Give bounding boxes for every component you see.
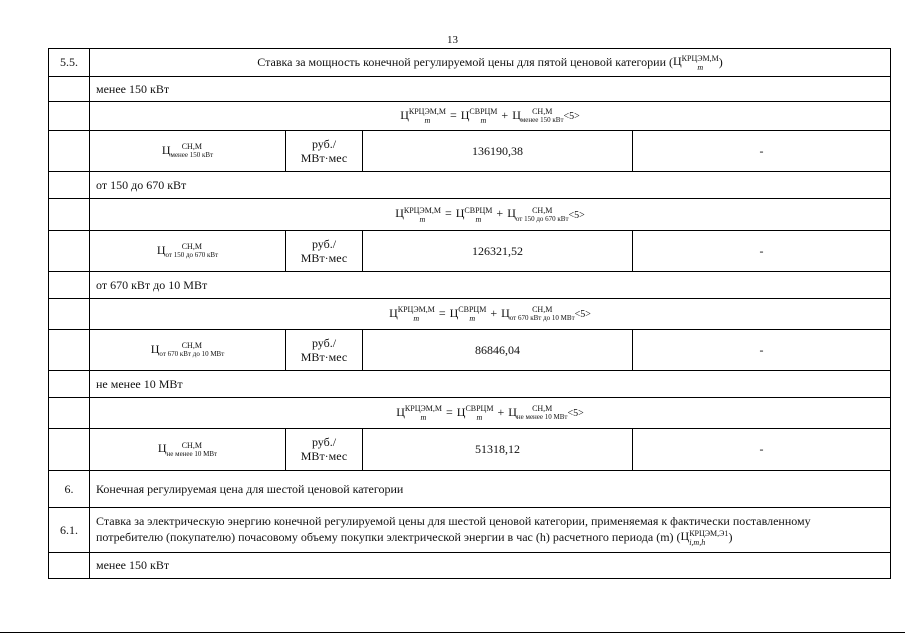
tariff-table	[48, 48, 891, 579]
price-symbol: Ц КРЦЭМ,М m	[673, 53, 719, 72]
section-title: Конечная регулируемая цена для шестой ценовой категории	[90, 471, 891, 508]
formula: Ц КРЦЭМ,М m = Ц СВРЦМ m + Ц СН,М от 670 кВт до 10 МВт <5>	[90, 299, 891, 330]
section-6-row	[49, 471, 891, 508]
rate-unit: руб./ МВт·мес	[286, 131, 363, 172]
price-symbol: Ц КРЦЭМ,Э1 i,m,h	[680, 528, 729, 547]
rate-extra: -	[633, 330, 891, 371]
rate-value: 51318,12	[363, 429, 633, 471]
rate-extra: -	[633, 429, 891, 471]
formula-row	[49, 102, 891, 131]
formula: Ц КРЦЭМ,М m = Ц СВРЦМ m + Ц СН,М менее 150 кВт <5>	[90, 102, 891, 131]
formula-row	[49, 398, 891, 429]
formula: Ц КРЦЭМ,М m = Ц СВРЦМ m + Ц СН,М от 150 до 670 кВт <5>	[90, 199, 891, 231]
range-label-row	[49, 371, 891, 398]
formula: Ц КРЦЭМ,М m = Ц СВРЦМ m + Ц СН,М не менее 10 МВт <5>	[90, 398, 891, 429]
rate-unit: руб./ МВт·мес	[286, 231, 363, 272]
rate-symbol: Ц СН,М не менее 10 МВт	[90, 429, 286, 471]
rate-row	[49, 231, 891, 272]
rate-symbol: Ц СН,М от 150 до 670 кВт	[90, 231, 286, 272]
formula-row	[49, 299, 891, 330]
formula-row	[49, 199, 891, 231]
section-title: Ставка за электрическую энергию конечной регулируемой цены для шестой ценовой категории, применяемая к фактически поставленному потребителю (покупателю) почасовому объему покупки электрической энергии в час (h) расчетного периода (m) (Ц КРЦЭМ,Э1 i,m,h )	[90, 508, 891, 553]
range-label: менее 150 кВт	[90, 553, 891, 579]
range-label-row	[49, 553, 891, 579]
rate-symbol: Ц СН,М менее 150 кВт	[90, 131, 286, 172]
rate-symbol: Ц СН,М от 670 кВт до 10 МВт	[90, 330, 286, 371]
range-label: не менее 10 МВт	[90, 371, 891, 398]
rate-value: 136190,38	[363, 131, 633, 172]
page-number: 13	[447, 34, 458, 46]
rate-value: 126321,52	[363, 231, 633, 272]
range-label-row	[49, 172, 891, 199]
rate-value: 86846,04	[363, 330, 633, 371]
range-label: от 150 до 670 кВт	[90, 172, 891, 199]
section-6-1-row	[49, 508, 891, 553]
section-5-5-row	[49, 49, 891, 77]
range-label: менее 150 кВт	[90, 77, 891, 102]
section-number: 6.	[49, 471, 90, 508]
section-number: 5.5.	[49, 49, 90, 77]
range-label: от 670 кВт до 10 МВт	[90, 272, 891, 299]
rate-row	[49, 429, 891, 471]
rate-row	[49, 330, 891, 371]
rate-extra: -	[633, 131, 891, 172]
section-title: Ставка за мощность конечной регулируемой цены для пятой ценовой категории (Ц КРЦЭМ,М m )	[90, 49, 891, 77]
rate-extra: -	[633, 231, 891, 272]
rate-unit: руб./ МВт·мес	[286, 330, 363, 371]
rate-row	[49, 131, 891, 172]
rate-unit: руб./ МВт·мес	[286, 429, 363, 471]
section-number: 6.1.	[49, 508, 90, 553]
range-label-row	[49, 272, 891, 299]
page-edge-line	[0, 632, 905, 633]
range-label-row	[49, 77, 891, 102]
